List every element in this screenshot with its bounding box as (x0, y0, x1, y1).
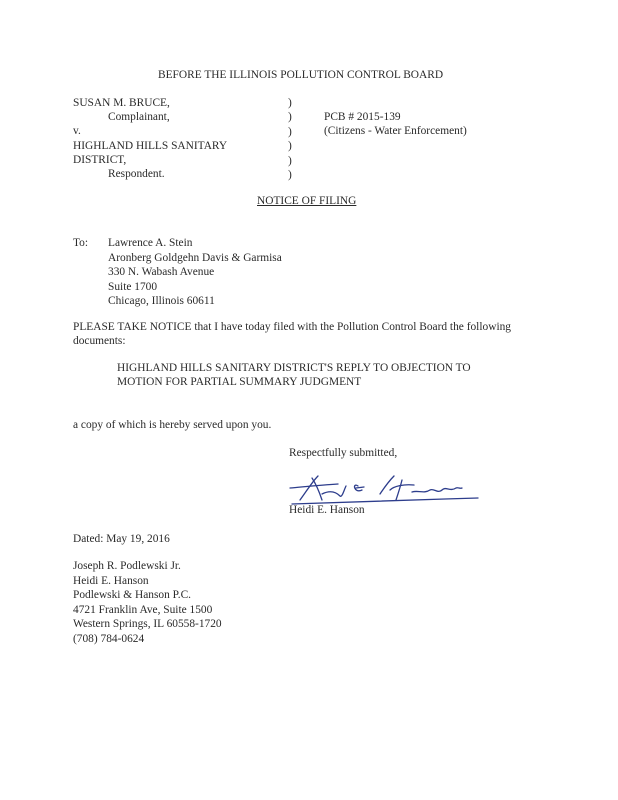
attorney-address-block (73, 559, 222, 646)
paren: ) (288, 154, 292, 167)
address-line: Joseph R. Podlewski Jr. (73, 560, 181, 572)
caption-parentheses (288, 96, 292, 182)
recipient-address (108, 236, 282, 309)
respondent-name-line2: DISTRICT, (73, 154, 127, 166)
case-type: (Citizens - Water Enforcement) (324, 125, 467, 137)
address-line: 4721 Franklin Ave, Suite 1500 (73, 603, 213, 616)
service-statement: a copy of which is hereby served upon you. (73, 419, 272, 431)
respondent-role: Respondent. (108, 168, 165, 180)
notice-title: NOTICE OF FILING (257, 195, 357, 207)
recipient-line: Aronberg Goldgehn Davis & Garmisa (108, 251, 282, 264)
notice-paragraph-line2: documents: (73, 335, 126, 347)
signer-name: Heidi E. Hanson (289, 504, 365, 516)
respondent-name-line1: HIGHLAND HILLS SANITARY (73, 140, 228, 152)
filed-document-title-line1: HIGHLAND HILLS SANITARY DISTRICT'S REPLY TO OBJECTION TO (117, 362, 471, 374)
to-label: To: (73, 237, 89, 249)
board-title: BEFORE THE ILLINOIS POLLUTION CONTROL BOARD (158, 69, 444, 81)
filed-document-title-line2: MOTION FOR PARTIAL SUMMARY JUDGMENT (117, 376, 362, 388)
paren: ) (288, 97, 292, 109)
notice-paragraph-line1: PLEASE TAKE NOTICE that I have today filed with the Pollution Control Board the following (73, 321, 511, 333)
complainant-name: SUSAN M. BRUCE, (73, 97, 170, 109)
case-number: PCB # 2015-139 (324, 111, 401, 123)
address-line: (708) 784-0624 (73, 632, 145, 645)
paren: ) (288, 140, 292, 153)
address-line: Heidi E. Hanson (73, 574, 149, 587)
versus-label: v. (73, 125, 81, 137)
paren: ) (288, 168, 292, 181)
address-line: Western Springs, IL 60558-1720 (73, 618, 222, 630)
dated-line: Dated: May 19, 2016 (73, 533, 170, 545)
paren: ) (288, 125, 292, 138)
closing-text: Respectfully submitted, (289, 447, 398, 459)
recipient-line: Lawrence A. Stein (108, 237, 193, 249)
address-line: Podlewski & Hanson P.C. (73, 589, 192, 601)
complainant-role: Complainant, (108, 111, 170, 123)
recipient-line: Chicago, Illinois 60611 (108, 295, 215, 307)
recipient-line: 330 N. Wabash Avenue (108, 266, 215, 278)
paren: ) (288, 111, 292, 124)
recipient-line: Suite 1700 (108, 280, 158, 293)
